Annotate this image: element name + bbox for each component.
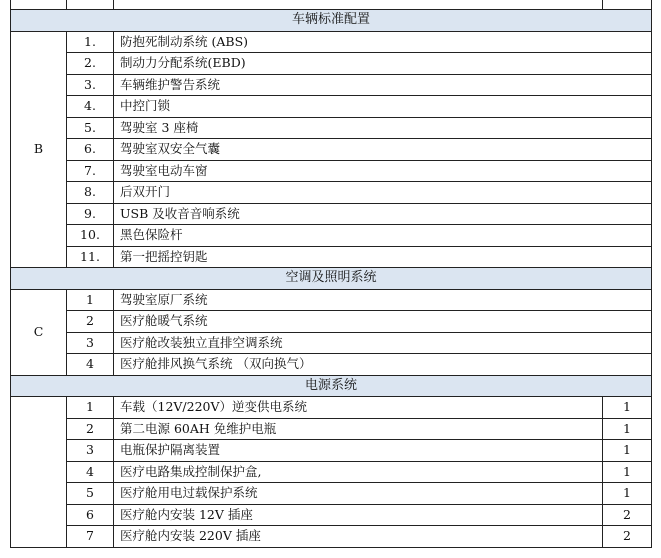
- table-row: [11, 440, 652, 462]
- item-text: 驾驶室电动车窗: [114, 160, 652, 182]
- item-text: 后双开门: [114, 182, 652, 204]
- table-row: [11, 526, 652, 548]
- item-text: 中控门锁: [114, 96, 652, 118]
- item-text: 医疗舱内安装 12V 插座: [114, 504, 603, 526]
- item-number: 1.: [67, 31, 114, 53]
- section-header-row: [11, 10, 652, 32]
- table-row: [11, 461, 652, 483]
- item-number: 1: [67, 397, 114, 419]
- item-number: 4: [67, 354, 114, 376]
- item-text: 防抱死制动系统 (ABS): [114, 31, 652, 53]
- table-row-top-edge: [11, 0, 652, 10]
- item-text: 医疗舱内安装 220V 插座: [114, 526, 603, 548]
- item-text: 医疗舱排风换气系统 （双向换气）: [114, 354, 652, 376]
- item-text: 制动力分配系统(EBD): [114, 53, 652, 75]
- item-text: 医疗舱暖气系统: [114, 311, 652, 333]
- table-row: [11, 182, 652, 204]
- group-label: [11, 397, 67, 548]
- item-number: 2.: [67, 53, 114, 75]
- table-row: [11, 117, 652, 139]
- group-label: B: [11, 31, 67, 268]
- item-quantity: 1: [603, 418, 652, 440]
- item-quantity: 1: [603, 440, 652, 462]
- item-number: 1: [67, 289, 114, 311]
- item-number: 4.: [67, 96, 114, 118]
- table-row: [11, 332, 652, 354]
- item-text: 医疗电路集成控制保护盒,: [114, 461, 603, 483]
- item-text: 医疗舱改装独立直排空调系统: [114, 332, 652, 354]
- item-text: 驾驶室 3 座椅: [114, 117, 652, 139]
- item-number: 11.: [67, 246, 114, 268]
- table-row: [11, 418, 652, 440]
- section-header: 电源系统: [11, 375, 652, 397]
- table-row: [11, 139, 652, 161]
- item-number: 9.: [67, 203, 114, 225]
- item-text: 电瓶保护隔离装置: [114, 440, 603, 462]
- table-row: [11, 203, 652, 225]
- table-row: [11, 311, 652, 333]
- item-text: 黑色保险杆: [114, 225, 652, 247]
- item-text: USB 及收音音响系统: [114, 203, 652, 225]
- item-number: 5.: [67, 117, 114, 139]
- table-row: [11, 483, 652, 505]
- item-quantity: 2: [603, 504, 652, 526]
- item-number: 3.: [67, 74, 114, 96]
- item-text: 驾驶室原厂系统: [114, 289, 652, 311]
- table-row: [11, 31, 652, 53]
- section-header: 车辆标准配置: [11, 10, 652, 32]
- table-row: [11, 397, 652, 419]
- item-quantity: 1: [603, 397, 652, 419]
- item-quantity: 2: [603, 526, 652, 548]
- item-number: 10.: [67, 225, 114, 247]
- item-number: 5: [67, 483, 114, 505]
- item-text: 驾驶室双安全气囊: [114, 139, 652, 161]
- item-quantity: 1: [603, 461, 652, 483]
- item-number: 2: [67, 418, 114, 440]
- section-header-row: [11, 375, 652, 397]
- equipment-spec-table: [10, 0, 652, 548]
- item-number: 4: [67, 461, 114, 483]
- item-number: 3: [67, 440, 114, 462]
- table-row: [11, 74, 652, 96]
- table-row: [11, 289, 652, 311]
- item-number: 7.: [67, 160, 114, 182]
- table-row: [11, 53, 652, 75]
- item-number: 6.: [67, 139, 114, 161]
- item-text: 第一把摇控钥匙: [114, 246, 652, 268]
- item-number: 2: [67, 311, 114, 333]
- group-label: C: [11, 289, 67, 375]
- table-row: [11, 246, 652, 268]
- item-text: 车辆维护警告系统: [114, 74, 652, 96]
- item-text: 第二电源 60AH 免维护电瓶: [114, 418, 603, 440]
- section-header-row: [11, 268, 652, 290]
- item-text: 医疗舱用电过载保护系统: [114, 483, 603, 505]
- table-row: [11, 160, 652, 182]
- item-number: 7: [67, 526, 114, 548]
- item-text: 车载（12V/220V）逆变供电系统: [114, 397, 603, 419]
- table-row: [11, 504, 652, 526]
- table-row: [11, 354, 652, 376]
- table-row: [11, 225, 652, 247]
- item-quantity: 1: [603, 483, 652, 505]
- table-row: [11, 96, 652, 118]
- item-number: 6: [67, 504, 114, 526]
- item-number: 8.: [67, 182, 114, 204]
- section-header: 空调及照明系统: [11, 268, 652, 290]
- item-number: 3: [67, 332, 114, 354]
